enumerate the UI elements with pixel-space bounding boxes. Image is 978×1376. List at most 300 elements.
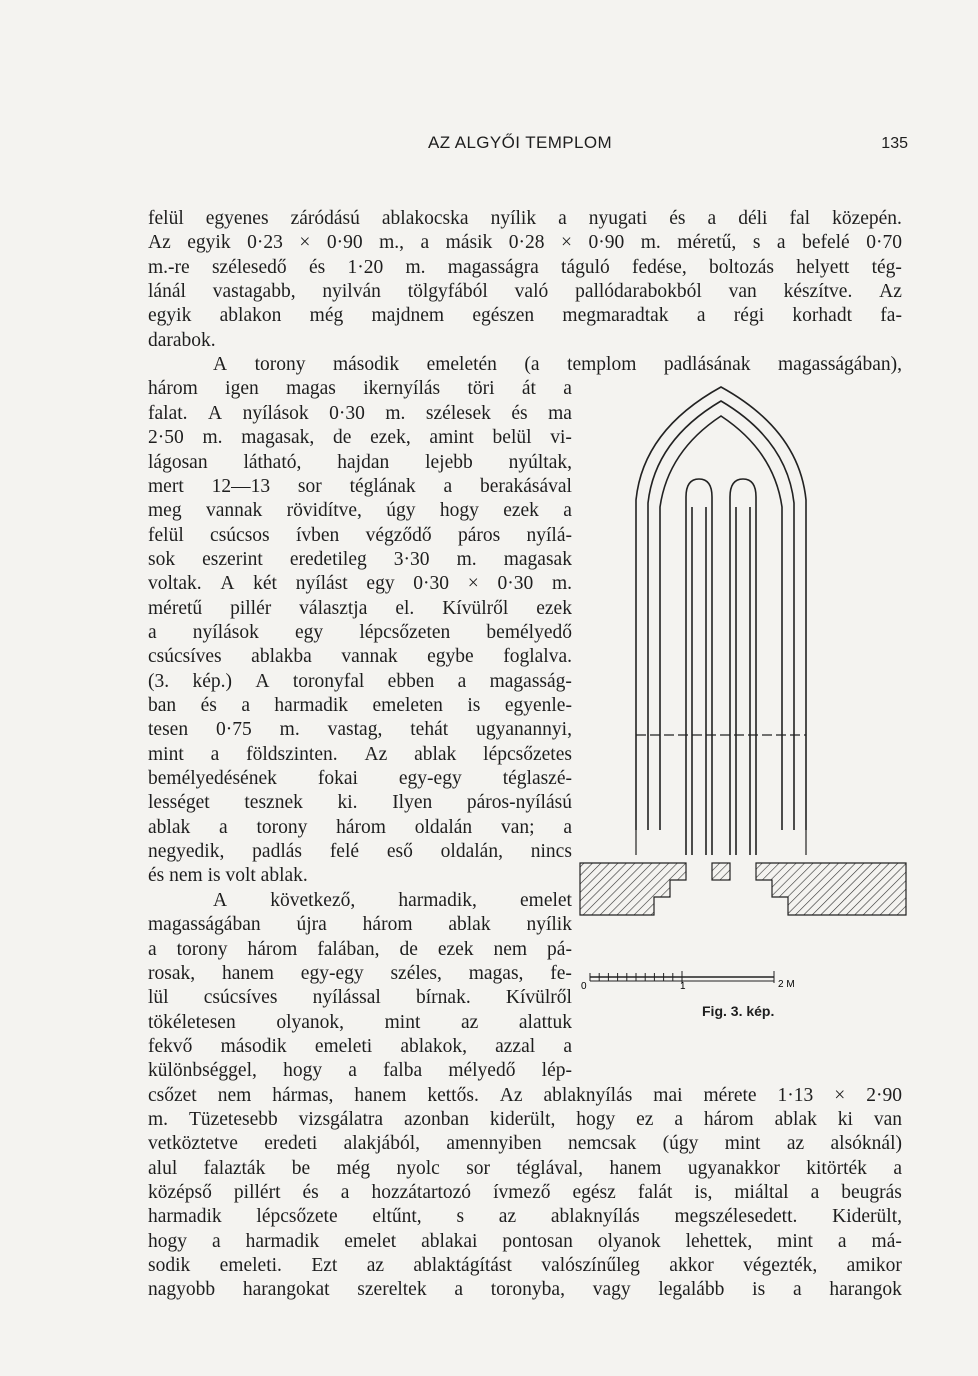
word: szereltek bbox=[357, 1279, 427, 1301]
word: a bbox=[348, 1060, 357, 1082]
word: ezek bbox=[503, 500, 539, 522]
word: eső bbox=[386, 841, 413, 863]
word: töri bbox=[467, 378, 495, 400]
text-line bbox=[148, 524, 572, 548]
word: bemélyedő bbox=[486, 621, 572, 643]
word: magasak bbox=[503, 548, 572, 570]
word: fekvő bbox=[148, 1035, 193, 1057]
word: miáltal bbox=[734, 1182, 789, 1203]
word: ban bbox=[148, 695, 177, 716]
word: m., bbox=[379, 232, 404, 254]
word: (úgy bbox=[662, 1133, 699, 1155]
word: látható, bbox=[243, 451, 302, 473]
word: lehettek, bbox=[685, 1230, 753, 1252]
word: mint bbox=[777, 1230, 813, 1252]
word: padlásának bbox=[663, 354, 751, 376]
word: 12—13 bbox=[211, 475, 271, 497]
word: Tüzetesebb bbox=[188, 1108, 278, 1130]
word: csúcsíves bbox=[148, 646, 222, 668]
word: lépcsőzetes bbox=[483, 743, 572, 765]
word: a bbox=[792, 1279, 802, 1301]
word: csúcsos bbox=[210, 524, 270, 546]
word: a bbox=[211, 1230, 221, 1252]
word: három bbox=[247, 938, 298, 960]
word: berakásával bbox=[479, 475, 572, 497]
word: 1·20 bbox=[347, 256, 384, 278]
text-line bbox=[148, 304, 902, 328]
word: egy-egy bbox=[398, 768, 462, 790]
word: középső bbox=[148, 1182, 212, 1203]
word: méretű, bbox=[677, 232, 737, 254]
word: a bbox=[810, 1182, 820, 1203]
word: alattuk bbox=[518, 1011, 572, 1033]
word: 0·28 bbox=[508, 232, 545, 254]
word: ablakon bbox=[219, 305, 282, 327]
word: nincs bbox=[530, 841, 572, 863]
word: nyílást bbox=[295, 573, 348, 595]
word: ebben bbox=[387, 670, 435, 692]
text-line bbox=[148, 1084, 902, 1108]
word: eredetileg bbox=[289, 548, 367, 570]
text-line: darabok. bbox=[148, 329, 216, 351]
word: emelet bbox=[344, 1230, 397, 1252]
word: egész bbox=[572, 1182, 616, 1203]
word: lül bbox=[148, 987, 169, 1009]
word: m.-re bbox=[148, 256, 190, 278]
word: helyett bbox=[796, 256, 850, 278]
word: magasságában), bbox=[778, 354, 902, 376]
word: ikernyílás bbox=[363, 378, 441, 400]
text-line bbox=[148, 1011, 572, 1035]
word: bírnak. bbox=[416, 987, 471, 1009]
word: meg bbox=[148, 500, 182, 522]
word: a bbox=[837, 1230, 847, 1252]
word: oldalán bbox=[414, 816, 473, 838]
word: nyúltak, bbox=[508, 451, 572, 473]
word: mai bbox=[653, 1084, 683, 1106]
word: lépcsőzete bbox=[256, 1206, 338, 1228]
text-line bbox=[148, 816, 572, 840]
word: 0·30 bbox=[329, 402, 365, 424]
text-line bbox=[148, 621, 572, 645]
word: három bbox=[336, 816, 386, 838]
word: a bbox=[674, 1108, 684, 1130]
word: m. bbox=[202, 427, 223, 449]
word: tökéletesen bbox=[148, 1011, 236, 1033]
word: 0·30 bbox=[413, 573, 450, 595]
word: egyik bbox=[148, 305, 192, 327]
word: még bbox=[336, 1157, 371, 1179]
word: 0·90 bbox=[588, 232, 625, 254]
word: emeleti. bbox=[219, 1255, 282, 1277]
word: toronyfal bbox=[292, 670, 365, 692]
word: magasságra bbox=[447, 256, 539, 278]
word: (a bbox=[524, 354, 540, 376]
word: amikor bbox=[846, 1255, 902, 1277]
word: nyílással bbox=[312, 987, 381, 1009]
word: páros bbox=[457, 524, 501, 546]
word: igen bbox=[225, 378, 259, 400]
word: és bbox=[669, 208, 686, 229]
word: ívben bbox=[295, 524, 340, 546]
word: belül bbox=[492, 427, 532, 449]
word: egy-egy bbox=[300, 962, 364, 984]
word: 0·70 bbox=[866, 232, 902, 254]
word: kettős. bbox=[427, 1084, 479, 1106]
word: m. bbox=[456, 548, 477, 570]
running-title: AZ ALGYŐI TEMPLOM bbox=[428, 133, 613, 152]
word: olyanok bbox=[597, 1230, 661, 1252]
word: × bbox=[299, 232, 311, 254]
word: csúcsíves bbox=[203, 987, 278, 1009]
text-line bbox=[148, 572, 572, 596]
word: emeletén bbox=[426, 354, 497, 376]
word: emelet bbox=[520, 889, 572, 911]
word: pá- bbox=[547, 938, 572, 960]
word: nyílik bbox=[526, 914, 572, 936]
word: déli bbox=[738, 208, 768, 229]
word: ablakai bbox=[421, 1230, 478, 1252]
word: A bbox=[213, 889, 228, 911]
text-line bbox=[148, 548, 572, 572]
word: a bbox=[696, 305, 706, 327]
word: sok bbox=[148, 548, 176, 570]
text-line bbox=[148, 767, 572, 791]
word: bemélyedésének bbox=[148, 768, 277, 790]
word: három bbox=[148, 378, 198, 400]
word: és bbox=[511, 402, 528, 424]
word: van bbox=[873, 1108, 902, 1130]
word: át bbox=[521, 378, 536, 400]
text-line bbox=[148, 426, 572, 450]
word: nyílások bbox=[192, 621, 259, 643]
word: beugrás bbox=[841, 1182, 902, 1203]
word: A bbox=[220, 573, 235, 595]
word: magas, bbox=[468, 962, 524, 984]
word: ablaktágítást bbox=[413, 1255, 512, 1277]
word: korhadt bbox=[792, 305, 852, 327]
word: tehát bbox=[410, 719, 449, 741]
word: különbséggel, bbox=[148, 1060, 257, 1082]
word: Ilyen bbox=[392, 792, 433, 814]
word: kitörték bbox=[806, 1157, 867, 1179]
word: másik bbox=[445, 232, 493, 254]
word: három bbox=[362, 914, 413, 936]
word: ablakba bbox=[251, 646, 312, 668]
word: torony bbox=[176, 938, 228, 960]
word: nyílások bbox=[242, 402, 309, 424]
text-line bbox=[148, 1230, 902, 1254]
word: egy bbox=[366, 573, 395, 595]
word: m. bbox=[405, 256, 426, 278]
word: nyilván bbox=[322, 281, 381, 303]
word: téglával, bbox=[516, 1157, 584, 1179]
word: eszerint bbox=[202, 548, 263, 570]
word: vagy bbox=[592, 1279, 631, 1301]
text-line bbox=[148, 694, 572, 718]
word: legalább bbox=[658, 1279, 725, 1301]
word: Az bbox=[148, 232, 171, 254]
word: lágosan bbox=[148, 451, 208, 473]
word: mélyedő bbox=[448, 1060, 516, 1082]
word: két bbox=[253, 573, 277, 595]
word: alsóknál) bbox=[830, 1133, 902, 1155]
word: záródású bbox=[290, 208, 360, 229]
running-head bbox=[0, 133, 978, 157]
word: van bbox=[728, 281, 757, 303]
word: m. bbox=[385, 402, 406, 424]
word: s bbox=[752, 232, 761, 254]
text-line bbox=[148, 840, 572, 864]
word: × bbox=[834, 1084, 846, 1106]
word: ezek, bbox=[370, 427, 411, 449]
word: hanem bbox=[354, 1084, 407, 1106]
word: × bbox=[561, 232, 572, 254]
word: a bbox=[563, 816, 572, 838]
word: van; bbox=[500, 816, 535, 838]
word: sor bbox=[466, 1157, 491, 1179]
word: vizsgálatra bbox=[298, 1108, 384, 1130]
word: újra bbox=[296, 914, 327, 936]
word: padlás bbox=[252, 841, 302, 863]
word: a bbox=[219, 816, 228, 838]
word: A bbox=[255, 670, 270, 692]
text-line bbox=[213, 353, 902, 377]
word: nagyobb bbox=[148, 1279, 216, 1301]
word: nem bbox=[493, 938, 528, 960]
word: amennyiben bbox=[446, 1133, 542, 1155]
word: templom bbox=[567, 354, 637, 376]
word: vastag, bbox=[327, 719, 383, 741]
word: tég- bbox=[871, 256, 902, 278]
word: Kívülről bbox=[505, 987, 572, 1009]
word: m. bbox=[640, 232, 661, 254]
word: választja bbox=[299, 597, 368, 619]
word: nyílik bbox=[490, 208, 537, 229]
text-line bbox=[148, 1205, 902, 1229]
word: alul bbox=[148, 1157, 178, 1179]
word: torony bbox=[256, 816, 308, 838]
word: pillér bbox=[230, 597, 272, 619]
word: készítve. bbox=[783, 281, 853, 303]
word: harangokat bbox=[242, 1279, 330, 1301]
word: × bbox=[467, 573, 479, 595]
word: ívmező bbox=[493, 1182, 551, 1203]
word: negyedik, bbox=[148, 841, 225, 863]
word: falában, bbox=[317, 938, 380, 960]
word: az bbox=[366, 1255, 384, 1277]
word: a bbox=[454, 1279, 463, 1301]
word: Kiderült, bbox=[832, 1206, 902, 1228]
word: voltak. bbox=[148, 573, 202, 595]
word: akkor bbox=[669, 1255, 714, 1277]
figure-window-drawing bbox=[578, 385, 908, 1035]
text-line bbox=[148, 1157, 902, 1181]
text-line bbox=[148, 1132, 902, 1156]
word: közepén. bbox=[832, 208, 902, 229]
word: is bbox=[752, 1279, 766, 1301]
text-line bbox=[148, 986, 572, 1010]
word: magasság- bbox=[489, 670, 572, 692]
word: eredeti bbox=[264, 1133, 318, 1155]
word: el. bbox=[395, 597, 415, 619]
word: a bbox=[563, 500, 572, 522]
word: és bbox=[302, 1182, 319, 1203]
word: 0·30 bbox=[497, 573, 534, 595]
text-line bbox=[148, 1278, 902, 1302]
word: földszinten. bbox=[246, 743, 338, 765]
word: ezek bbox=[437, 938, 474, 960]
caption-suffix: kép. bbox=[746, 1003, 775, 1019]
word: rövidítve, bbox=[286, 500, 362, 522]
text-line bbox=[148, 670, 572, 694]
word: harmadik bbox=[245, 1230, 320, 1252]
word: harangok bbox=[829, 1279, 902, 1301]
word: oldalán, bbox=[440, 841, 503, 863]
word: hanem bbox=[221, 962, 274, 984]
word: fal bbox=[789, 208, 811, 229]
word: ugyanannyi, bbox=[476, 719, 572, 741]
word: toronyba, bbox=[490, 1279, 565, 1301]
page-number: 135 bbox=[881, 135, 908, 152]
word: megmaradtak bbox=[562, 305, 669, 327]
word: 0·90 bbox=[326, 232, 363, 254]
scale-label-1: 1 bbox=[680, 981, 686, 992]
word: kiderült, bbox=[489, 1108, 556, 1130]
word: egybe bbox=[427, 646, 474, 668]
word: ezek bbox=[536, 597, 572, 619]
word: Kívülről bbox=[442, 597, 509, 619]
word: s bbox=[456, 1206, 465, 1228]
text-line bbox=[148, 1059, 572, 1083]
word: olyanok, bbox=[276, 1011, 345, 1033]
word: de bbox=[399, 938, 418, 960]
word: emeleti bbox=[314, 1035, 373, 1057]
word: pallódarabokból bbox=[575, 281, 702, 303]
word: mint bbox=[148, 743, 184, 765]
word: a bbox=[893, 1157, 902, 1179]
scale-label-0: 0 bbox=[581, 981, 587, 992]
word: magasak, bbox=[241, 427, 315, 449]
word: egyenle- bbox=[504, 695, 572, 716]
word: hogy bbox=[283, 1060, 323, 1082]
caption-number: 3. bbox=[730, 1003, 743, 1019]
word: egyik bbox=[187, 232, 231, 254]
word: felül bbox=[148, 208, 184, 229]
word: második bbox=[332, 354, 400, 376]
word: ablaknyílás bbox=[550, 1206, 640, 1228]
text-line bbox=[148, 451, 572, 475]
text-line bbox=[148, 1108, 902, 1132]
word: 3·30 bbox=[393, 548, 430, 570]
word: nem bbox=[217, 1084, 252, 1106]
word: A bbox=[213, 354, 228, 376]
word: vannak bbox=[205, 500, 263, 522]
word: rosak, bbox=[148, 962, 196, 984]
word: a bbox=[443, 475, 453, 497]
word: hogy bbox=[148, 1230, 187, 1252]
word: csőzet bbox=[148, 1084, 197, 1106]
word: tesen bbox=[148, 719, 189, 741]
word: és bbox=[308, 256, 326, 278]
word: és bbox=[200, 695, 217, 716]
word: fokai bbox=[317, 768, 358, 790]
word: hármas, bbox=[272, 1084, 334, 1106]
word: a bbox=[420, 232, 430, 254]
word: harmadik, bbox=[398, 889, 477, 911]
word: nyugati bbox=[588, 208, 648, 229]
word: mérete bbox=[703, 1084, 757, 1106]
word: nyolc bbox=[396, 1157, 440, 1179]
word: ablakok, bbox=[400, 1035, 467, 1057]
word: a bbox=[558, 208, 567, 229]
word: ki. bbox=[337, 792, 358, 814]
word: befelé bbox=[802, 232, 850, 254]
word: Az bbox=[499, 1084, 523, 1106]
text-line bbox=[148, 499, 572, 523]
word: az bbox=[460, 1011, 479, 1033]
word: m. bbox=[148, 1108, 169, 1130]
scale-label-2: 2 M bbox=[778, 979, 795, 990]
text-line bbox=[148, 1254, 902, 1278]
word: ablak bbox=[448, 914, 491, 936]
word: eltűnt, bbox=[372, 1206, 422, 1228]
caption-prefix: Fig. bbox=[702, 1003, 727, 1019]
word: lességet bbox=[148, 792, 210, 814]
word: harmadik bbox=[274, 695, 349, 716]
word: pillért bbox=[233, 1182, 281, 1203]
word: ki bbox=[837, 1108, 853, 1130]
word: hozzátartozó bbox=[371, 1182, 472, 1203]
word: (3. bbox=[148, 670, 170, 692]
word: vannak bbox=[341, 646, 398, 668]
word: a bbox=[148, 938, 157, 960]
word: majdnem bbox=[371, 305, 445, 327]
text-line bbox=[148, 377, 572, 401]
word: a bbox=[241, 695, 250, 716]
word: Az bbox=[364, 743, 388, 765]
text-line bbox=[148, 207, 902, 231]
text-line bbox=[148, 645, 572, 669]
word: is, bbox=[694, 1182, 713, 1203]
word: fa- bbox=[880, 305, 902, 327]
word: felé bbox=[329, 841, 360, 863]
word: széles, bbox=[390, 962, 442, 984]
word: Ezt bbox=[311, 1255, 338, 1277]
word: vetköztetve bbox=[148, 1133, 238, 1155]
word: a bbox=[707, 208, 717, 229]
word: mint bbox=[724, 1133, 761, 1155]
text-line bbox=[148, 962, 572, 986]
word: ablakocska bbox=[381, 208, 469, 229]
word: sodik bbox=[148, 1255, 191, 1277]
text-line bbox=[148, 743, 572, 767]
word: ugyanakkor bbox=[687, 1157, 780, 1179]
word: a bbox=[340, 1182, 350, 1203]
word: a bbox=[563, 1035, 572, 1057]
word: falazták bbox=[203, 1157, 266, 1179]
word: nemcsak bbox=[568, 1133, 637, 1155]
word: a bbox=[148, 621, 157, 643]
word: vi- bbox=[550, 427, 572, 449]
word: egészen bbox=[472, 305, 535, 327]
word: lép- bbox=[541, 1060, 572, 1082]
word: hogy bbox=[576, 1108, 616, 1130]
word: hajdan bbox=[337, 451, 390, 473]
word: táguló bbox=[561, 256, 610, 278]
text-line bbox=[148, 597, 572, 621]
word: ablaknyílás bbox=[543, 1084, 633, 1106]
